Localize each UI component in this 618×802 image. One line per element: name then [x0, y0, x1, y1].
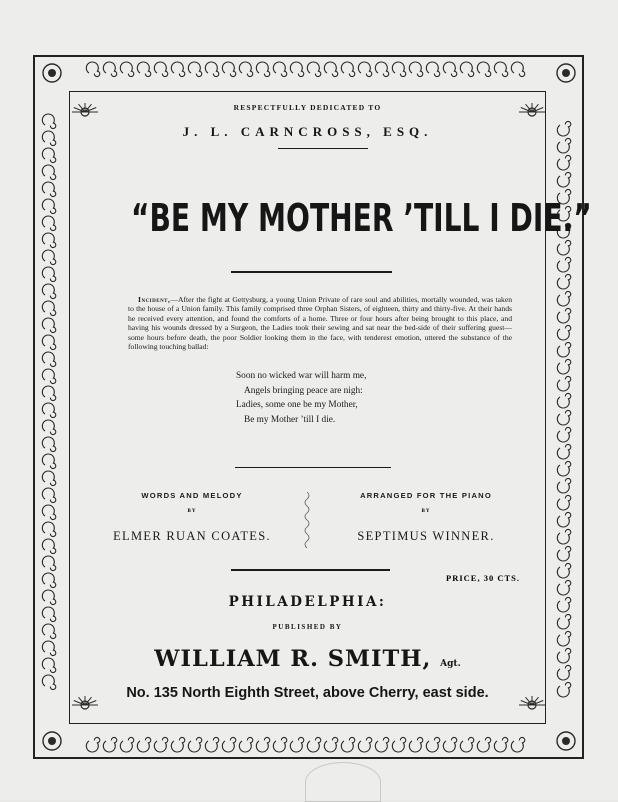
- scroll-ornament: [511, 737, 524, 752]
- scroll-ornament: [557, 461, 570, 476]
- scroll-ornament: [42, 505, 55, 520]
- scroll-ornament: [42, 199, 55, 214]
- scroll-ornament: [557, 138, 570, 153]
- scroll-ornament: [460, 62, 473, 77]
- scroll-ornament: [557, 308, 570, 323]
- scroll-ornament: [171, 737, 184, 752]
- ballad-verse: [236, 369, 366, 427]
- scroll-ornament: [42, 607, 55, 622]
- library-stamp-seal: [305, 762, 381, 802]
- scroll-ornament: [42, 165, 55, 180]
- scroll-ornament: [557, 359, 570, 374]
- scroll-ornament: [375, 62, 388, 77]
- credits-rule: [231, 569, 390, 571]
- scroll-ornament: [120, 62, 133, 77]
- scroll-ornament: [42, 437, 55, 452]
- scroll-ornament: [222, 62, 235, 77]
- scroll-ornament: [324, 62, 337, 77]
- scroll-ornament: [290, 737, 303, 752]
- scroll-ornament: [171, 62, 184, 77]
- scroll-ornament: [443, 737, 456, 752]
- words-melody-by: BY: [187, 509, 197, 514]
- scroll-ornament: [256, 737, 269, 752]
- scroll-ornament: [42, 386, 55, 401]
- scroll-ornament: [426, 62, 439, 77]
- arranged-by: BY: [421, 509, 431, 514]
- scroll-ornament: [188, 737, 201, 752]
- scroll-ornament: [426, 737, 439, 752]
- scroll-ornament: [42, 522, 55, 537]
- scroll-ornament: [42, 641, 55, 656]
- scroll-ornament: [341, 737, 354, 752]
- scroll-ornament: [188, 62, 201, 77]
- scroll-ornament: [103, 737, 116, 752]
- incident-paragraph: [128, 295, 512, 351]
- scroll-ornament: [557, 325, 570, 340]
- scroll-ornament: [557, 546, 570, 561]
- scroll-ornament: [557, 240, 570, 255]
- scroll-ornament: [42, 420, 55, 435]
- agent-abbrev: Agt.: [440, 659, 461, 669]
- price-label: PRICE, 30 CTS.: [446, 573, 520, 583]
- scroll-ornament: [341, 62, 354, 77]
- scroll-ornament: [239, 62, 252, 77]
- dedication-line: RESPECTFULLY DEDICATED TO: [233, 103, 382, 112]
- scroll-ornament: [557, 631, 570, 646]
- verse-line: Angels bringing peace are nigh:: [244, 385, 363, 396]
- scroll-ornament: [557, 410, 570, 425]
- scroll-ornament: [557, 155, 570, 170]
- scroll-ornament: [154, 737, 167, 752]
- scroll-ornament: [42, 131, 55, 146]
- scroll-ornament: [103, 62, 116, 77]
- scroll-ornament: [443, 62, 456, 77]
- scroll-ornament: [42, 267, 55, 282]
- scroll-ornament: [42, 352, 55, 367]
- dedicatee-name: J. L. CARNCROSS, ESQ.: [182, 124, 433, 139]
- scroll-ornament: [86, 62, 99, 77]
- scroll-ornament: [42, 250, 55, 265]
- scroll-ornament: [409, 737, 422, 752]
- scroll-ornament: [42, 403, 55, 418]
- scroll-ornament: [42, 488, 55, 503]
- scroll-ornament: [42, 624, 55, 639]
- corner-rosette-center: [48, 737, 56, 745]
- scroll-ornament: [239, 737, 252, 752]
- scroll-ornament: [557, 376, 570, 391]
- scroll-ornament: [42, 284, 55, 299]
- scroll-ornament: [557, 121, 570, 136]
- scroll-ornament: [557, 393, 570, 408]
- scroll-ornament: [358, 737, 371, 752]
- scroll-ornament: [557, 257, 570, 272]
- corner-rosette-center: [562, 69, 570, 77]
- scroll-ornament: [557, 274, 570, 289]
- scroll-ornament: [494, 737, 507, 752]
- scroll-ornament: [256, 62, 269, 77]
- scroll-ornament: [42, 233, 55, 248]
- scroll-ornament: [494, 62, 507, 77]
- scroll-ornament: [557, 580, 570, 595]
- scroll-ornament: [392, 62, 405, 77]
- scroll-ornament: [42, 675, 55, 690]
- credits-wavy-divider: [302, 492, 312, 548]
- scroll-ornament: [557, 291, 570, 306]
- scroll-ornament: [307, 737, 320, 752]
- scroll-ornament: [42, 301, 55, 316]
- scroll-ornament: [307, 62, 320, 77]
- scroll-ornament: [557, 529, 570, 544]
- scroll-ornament: [42, 573, 55, 588]
- publisher-name-text: WILLIAM R. SMITH,: [154, 646, 432, 672]
- scroll-ornament: [358, 62, 371, 77]
- scroll-ornament: [290, 62, 303, 77]
- scroll-ornament: [120, 737, 133, 752]
- scroll-ornament: [42, 539, 55, 554]
- scroll-ornament: [42, 454, 55, 469]
- city-name: PHILADELPHIA:: [228, 594, 387, 610]
- arranger-name: SEPTIMUS WINNER.: [357, 529, 495, 543]
- scroll-ornament: [42, 114, 55, 129]
- scroll-ornament: [42, 318, 55, 333]
- scroll-ornament: [375, 737, 388, 752]
- scroll-ornament: [154, 62, 167, 77]
- scroll-ornament: [557, 495, 570, 510]
- verse-line: Be my Mother ’till I die.: [244, 414, 336, 425]
- scroll-ornament: [557, 682, 570, 697]
- scroll-ornament: [42, 658, 55, 673]
- scroll-ornament: [273, 737, 286, 752]
- scroll-ornament: [273, 62, 286, 77]
- scroll-ornament: [557, 444, 570, 459]
- verse-line: Soon no wicked war will harm me,: [236, 371, 367, 381]
- scroll-ornament: [460, 737, 473, 752]
- scroll-ornament: [42, 216, 55, 231]
- scroll-ornament: [205, 737, 218, 752]
- scroll-ornament: [222, 737, 235, 752]
- scroll-ornament: [557, 427, 570, 442]
- incident-label: Incident,: [138, 295, 171, 304]
- scroll-ornament: [205, 62, 218, 77]
- corner-rosette-center: [48, 69, 56, 77]
- dedication-rule: [278, 148, 368, 149]
- verse-rule: [235, 467, 391, 468]
- scroll-ornament: [42, 590, 55, 605]
- scroll-ornament: [42, 182, 55, 197]
- scroll-ornament: [324, 737, 337, 752]
- scroll-ornament: [42, 335, 55, 350]
- scroll-ornament: [42, 556, 55, 571]
- words-melody-heading: WORDS AND MELODY: [141, 491, 243, 500]
- scroll-ornament: [557, 478, 570, 493]
- published-by-label: PUBLISHED BY: [272, 623, 343, 631]
- scroll-ornament: [557, 563, 570, 578]
- scroll-ornament: [42, 369, 55, 384]
- scroll-ornament: [557, 172, 570, 187]
- scroll-ornament: [557, 512, 570, 527]
- publisher-address: No. 135 North Eighth Street, above Cherry, east side.: [126, 685, 489, 701]
- scroll-ornament: [557, 665, 570, 680]
- scroll-ornament: [392, 737, 405, 752]
- scroll-ornament: [477, 62, 490, 77]
- scroll-ornament: [137, 737, 150, 752]
- scroll-ornament: [557, 342, 570, 357]
- scroll-ornament: [86, 737, 99, 752]
- corner-rosette-center: [562, 737, 570, 745]
- scroll-ornament: [511, 62, 524, 77]
- scroll-ornament: [557, 648, 570, 663]
- publisher-name: [69, 646, 546, 672]
- song-title: “BE MY MOTHER ’TILL I DIE.”: [131, 196, 592, 240]
- verse-line: Ladies, some one be my Mother,: [236, 400, 358, 410]
- scroll-ornament: [42, 148, 55, 163]
- scroll-ornament: [409, 62, 422, 77]
- scroll-ornament: [137, 62, 150, 77]
- scroll-ornament: [557, 597, 570, 612]
- arranged-heading: ARRANGED FOR THE PIANO: [360, 491, 492, 500]
- scroll-ornament: [42, 471, 55, 486]
- incident-text: —After the fight at Gettysburg, a young Union Private of rare soul and abilities, mortally wounded, was taken to the house of a Union family. This family comprised three Orphan Sisters, of eighteen, thirty and thirty-five. At their hands he received every attention, and found the comforts of a home. Three or four hours after being brought to this place, and having his wounds dressed by a Surgeon, the Ladies took their sewing and sat near the bed-side of their suffering guest—some hours before death, the poor Soldier looking them in the face, with tenderest emotion, uttered the substance of the following touching ballad:: [128, 295, 512, 352]
- scroll-ornament: [477, 737, 490, 752]
- title-rule: [231, 271, 392, 273]
- lyricist-name: ELMER RUAN COATES.: [113, 529, 271, 543]
- scroll-ornament: [557, 614, 570, 629]
